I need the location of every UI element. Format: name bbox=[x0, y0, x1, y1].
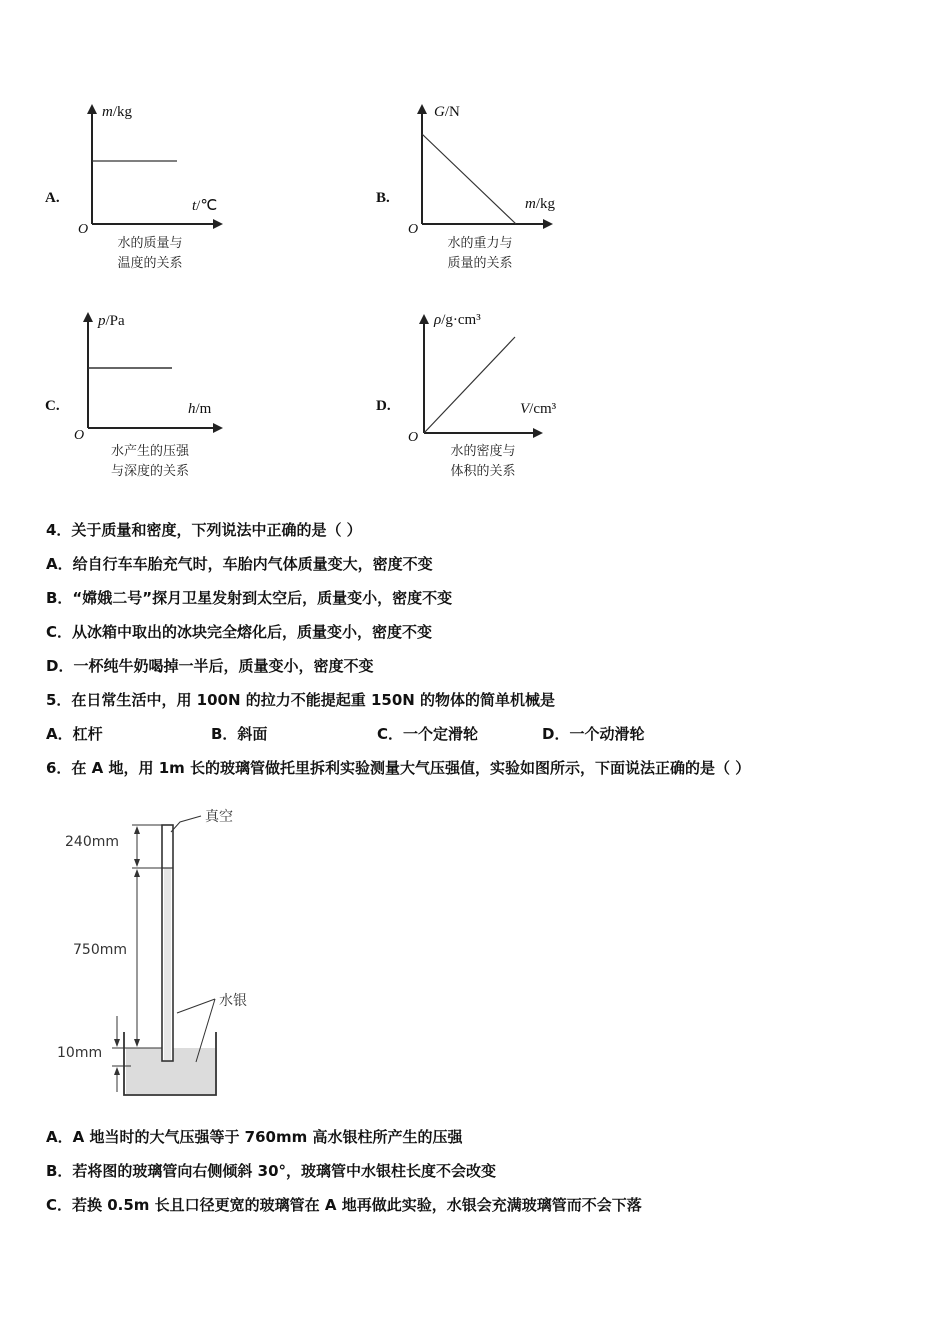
q5-option-b[interactable]: B．斜面 bbox=[211, 725, 268, 743]
origin-label: O bbox=[408, 430, 419, 445]
q4-option-c[interactable]: C．从冰箱中取出的冰块完全熔化后，质量变小，密度不变 bbox=[46, 623, 433, 641]
y-arrow-icon bbox=[417, 104, 427, 114]
mercury-column bbox=[164, 868, 171, 1060]
y-arrow-icon bbox=[83, 312, 93, 322]
graph-c bbox=[40, 308, 300, 498]
mercury-leader-1 bbox=[177, 999, 215, 1013]
q4-option-b[interactable]: B．“嫦娥二号”探月卫星发射到太空后，质量变小，密度不变 bbox=[46, 589, 453, 607]
y-axis-label: m/kg bbox=[102, 104, 133, 120]
q5-option-c[interactable]: C．一个定滑轮 bbox=[377, 725, 479, 743]
q4-option-d[interactable]: D．一杯纯牛奶喝掉一半后，质量变小，密度不变 bbox=[46, 657, 374, 675]
dim-10-label: 10mm bbox=[57, 1045, 103, 1061]
x-axis-label: h/m bbox=[188, 401, 212, 417]
option-a-letter: A. bbox=[45, 190, 60, 206]
dim-10-arrow-up-icon bbox=[114, 1067, 120, 1075]
y-axis-label: p/Pa bbox=[98, 313, 125, 329]
q5-stem: 5．在日常生活中，用 100N 的拉力不能提起重 150N 的物体的简单机械是 bbox=[46, 691, 556, 709]
q6-option-c[interactable]: C．若换 0.5m 长且口径更宽的玻璃管在 A 地再做此实验，水银会充满玻璃管而不会下落 bbox=[46, 1196, 642, 1214]
origin-label: O bbox=[408, 222, 419, 237]
y-axis-label: G/N bbox=[434, 104, 460, 120]
q6-stem: 6．在 A 地，用 1m 长的玻璃管做托里拆利实验测量大气压强值，实验如图所示，下面说法正确的是（ ） bbox=[46, 759, 751, 777]
dim-240-label: 240mm bbox=[65, 834, 119, 850]
torricelli-figure bbox=[55, 800, 295, 1110]
x-arrow-icon bbox=[543, 219, 553, 229]
q5-option-d[interactable]: D．一个动滑轮 bbox=[542, 725, 645, 743]
dim-750-arrow-up-icon bbox=[134, 869, 140, 877]
graph-a-caption: 水的质量与 温度的关系 bbox=[117, 236, 183, 271]
vacuum-leader bbox=[171, 816, 201, 832]
x-axis-label: t/℃ bbox=[192, 198, 218, 214]
graph-a bbox=[40, 100, 300, 290]
option-d-letter: D. bbox=[376, 398, 391, 414]
q6-option-a[interactable]: A．A 地当时的大气压强等于 760mm 高水银柱所产生的压强 bbox=[46, 1128, 463, 1146]
x-axis-label: m/kg bbox=[525, 196, 556, 212]
graph-d-caption: 水的密度与 体积的关系 bbox=[450, 444, 516, 479]
dim-750-arrow-down-icon bbox=[134, 1039, 140, 1047]
graph-d bbox=[370, 308, 630, 498]
vacuum-label: 真空 bbox=[205, 809, 233, 825]
x-axis-label: V/cm³ bbox=[520, 401, 557, 417]
q4-option-a[interactable]: A．给自行车车胎充气时，车胎内气体质量变大，密度不变 bbox=[46, 555, 433, 573]
dim-240-arrow-down-icon bbox=[134, 859, 140, 867]
q5-option-a[interactable]: A．杠杆 bbox=[46, 725, 103, 743]
origin-label: O bbox=[74, 428, 85, 443]
dim-240-arrow-up-icon bbox=[134, 826, 140, 834]
mercury-label: 水银 bbox=[219, 993, 247, 1009]
graph-b bbox=[370, 100, 630, 290]
dim-10-arrow-down-icon bbox=[114, 1039, 120, 1047]
dim-750-label: 750mm bbox=[73, 942, 127, 958]
x-arrow-icon bbox=[213, 423, 223, 433]
graph-c-caption: 水产生的压强 与深度的关系 bbox=[110, 444, 189, 479]
graph-line bbox=[422, 134, 516, 224]
graph-line bbox=[424, 337, 515, 433]
x-arrow-icon bbox=[533, 428, 543, 438]
y-arrow-icon bbox=[87, 104, 97, 114]
option-b-letter: B. bbox=[376, 190, 390, 206]
y-axis-label: ρ/g·cm³ bbox=[434, 312, 481, 328]
q4-stem: 4．关于质量和密度，下列说法中正确的是（ ） bbox=[46, 521, 362, 539]
graph-b-caption: 水的重力与 质量的关系 bbox=[447, 236, 513, 271]
option-c-letter: C. bbox=[45, 398, 60, 414]
x-arrow-icon bbox=[213, 219, 223, 229]
y-arrow-icon bbox=[419, 314, 429, 324]
origin-label: O bbox=[78, 222, 89, 237]
q6-option-b[interactable]: B．若将图的玻璃管向右侧倾斜 30°，玻璃管中水银柱长度不会改变 bbox=[46, 1162, 497, 1180]
